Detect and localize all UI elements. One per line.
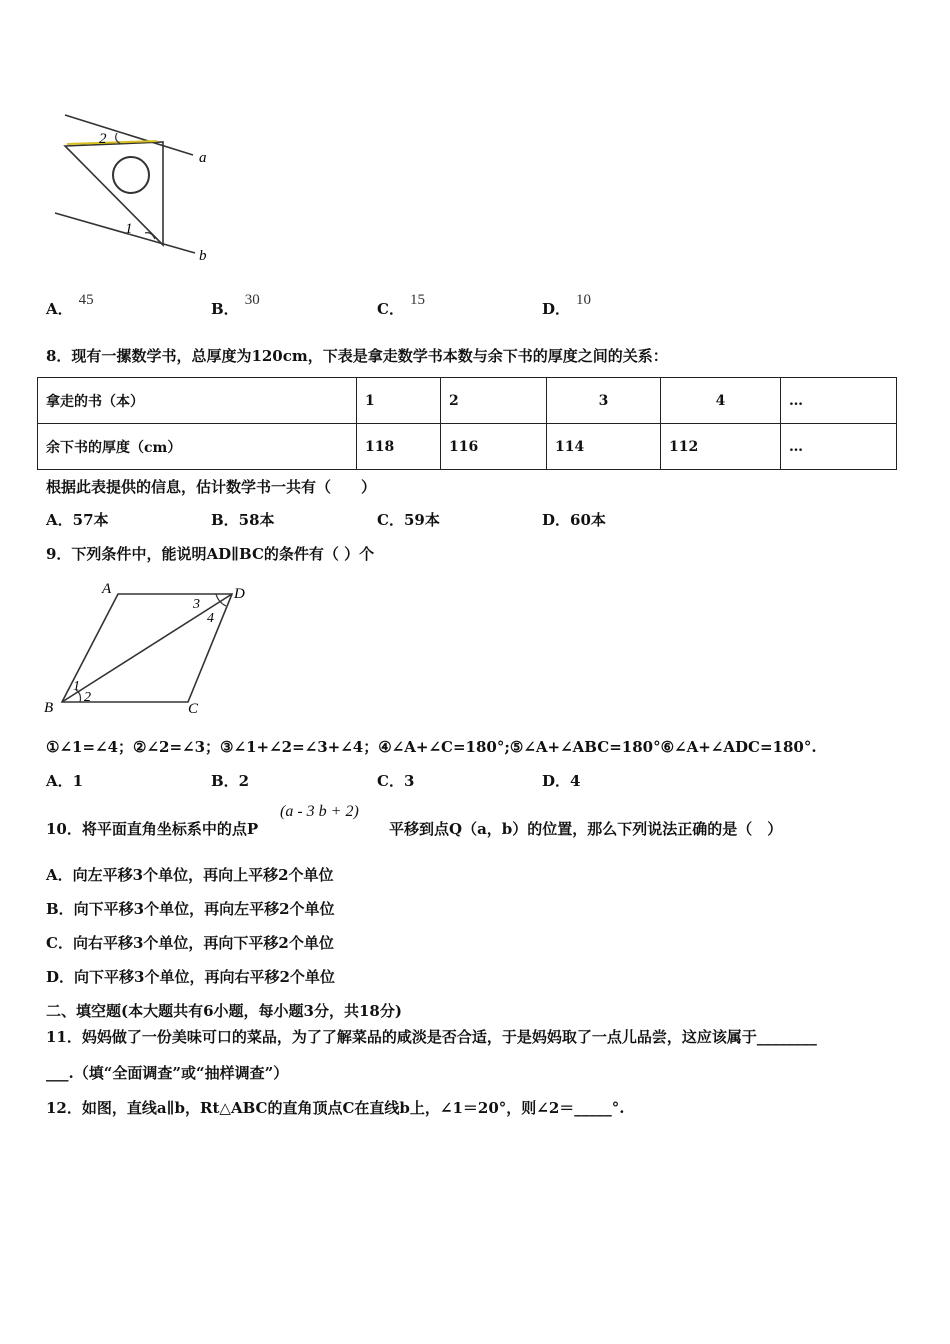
- table-cell: 116: [441, 424, 547, 470]
- q8-option-b[interactable]: B．58本: [211, 511, 275, 529]
- q11-line2: ___.（填“全面调查”或“抽样调查”）: [46, 1064, 289, 1082]
- q9-conditions: ①∠1=∠4；②∠2=∠3；③∠1+∠2=∠3+∠4；④∠A+∠C=180°;⑤∠A+∠ABC=180°⑥∠A+∠ADC=180°.: [46, 738, 817, 756]
- angle-label-3: 3: [193, 597, 200, 612]
- q9-option-d[interactable]: D．4: [542, 772, 581, 790]
- q7-figure: [45, 105, 225, 275]
- q9-option-c[interactable]: C．3: [377, 772, 415, 790]
- table-cell: 3: [547, 378, 661, 424]
- table-cell: 4: [661, 378, 781, 424]
- table-cell: 2: [441, 378, 547, 424]
- table-row: [38, 424, 897, 470]
- q7-option-d[interactable]: [542, 292, 592, 319]
- angle-label-2: 2: [84, 690, 91, 705]
- option-letter: A．: [46, 300, 73, 318]
- q7-option-b[interactable]: [211, 292, 260, 319]
- table-cell: 1: [357, 378, 441, 424]
- vertex-c: C: [188, 701, 199, 717]
- q8-table: [37, 377, 897, 470]
- q10-option-a[interactable]: A．向左平移3个单位，再向上平移2个单位: [46, 866, 334, 884]
- q10-stem-after: 平移到点Q（a，b）的位置，那么下列说法正确的是（ ）: [389, 820, 783, 838]
- table-cell: …: [781, 378, 897, 424]
- table-cell: 拿走的书（本）: [38, 378, 357, 424]
- option-letter: B．: [211, 300, 239, 318]
- option-letter: C．: [377, 300, 404, 318]
- q11-line1: 11．妈妈做了一份美味可口的菜品，为了了解菜品的咸淡是否合适，于是妈妈取了一点儿品尝，这应该属于________: [46, 1028, 817, 1046]
- line-label-b: b: [199, 248, 207, 264]
- angle-label-1: 1: [125, 221, 133, 237]
- line-label-a: a: [199, 150, 207, 166]
- q8-option-c[interactable]: C．59本: [377, 511, 440, 529]
- q8-option-d[interactable]: D．60本: [542, 511, 606, 529]
- q10-point-expression: (a - 3 b + 2): [280, 803, 359, 820]
- angle-label-2: 2: [99, 131, 107, 147]
- angle-arc-d: [216, 594, 226, 606]
- angle-arc-1: [145, 233, 155, 239]
- q8-question: 根据此表提供的信息，估计数学书一共有（ ）: [46, 478, 377, 496]
- table-cell: 余下书的厚度（cm）: [38, 424, 357, 470]
- angle-label-1: 1: [73, 679, 80, 694]
- table-cell: 118: [357, 424, 441, 470]
- q9-stem: 9．下列条件中，能说明AD∥BC的条件有（ ）个: [46, 545, 375, 563]
- option-value: 10: [576, 292, 592, 308]
- vertex-a: A: [102, 581, 112, 597]
- q10-stem-before: 10．将平面直角坐标系中的点P: [46, 820, 259, 838]
- option-value: 30: [244, 292, 260, 308]
- q8-stem: 8．现有一摞数学书，总厚度为120cm，下表是拿走数学书本数与余下书的厚度之间的关系：: [46, 347, 668, 365]
- q12-text: 12．如图，直线a∥b，Rt△ABC的直角顶点C在直线b上，∠1＝20°，则∠2＝_____°.: [46, 1099, 625, 1117]
- angle-label-4: 4: [207, 611, 214, 626]
- q9-option-a[interactable]: A．1: [46, 772, 84, 790]
- section-title: 二、填空题(本大题共有6小题，每小题3分，共18分): [46, 1002, 402, 1020]
- option-value: 15: [409, 292, 425, 308]
- vertex-b: B: [44, 700, 54, 716]
- q7-option-c[interactable]: [377, 292, 425, 319]
- q10-option-b[interactable]: B．向下平移3个单位，再向左平移2个单位: [46, 900, 335, 918]
- table-cell: …: [781, 424, 897, 470]
- option-value: 45: [78, 292, 94, 308]
- protractor-circle: [113, 157, 149, 193]
- q10-option-d[interactable]: D．向下平移3个单位，再向右平移2个单位: [46, 968, 335, 986]
- table-cell: 114: [547, 424, 661, 470]
- q8-option-a[interactable]: A．57本: [46, 511, 109, 529]
- q10-option-c[interactable]: C．向右平移3个单位，再向下平移2个单位: [46, 934, 334, 952]
- q9-option-b[interactable]: B．2: [211, 772, 250, 790]
- q9-figure: [40, 578, 260, 718]
- table-cell: 112: [661, 424, 781, 470]
- table-row: [38, 378, 897, 424]
- q7-option-a[interactable]: [46, 292, 94, 319]
- vertex-d: D: [234, 586, 245, 602]
- line-a: [65, 115, 193, 155]
- option-letter: D．: [542, 300, 571, 318]
